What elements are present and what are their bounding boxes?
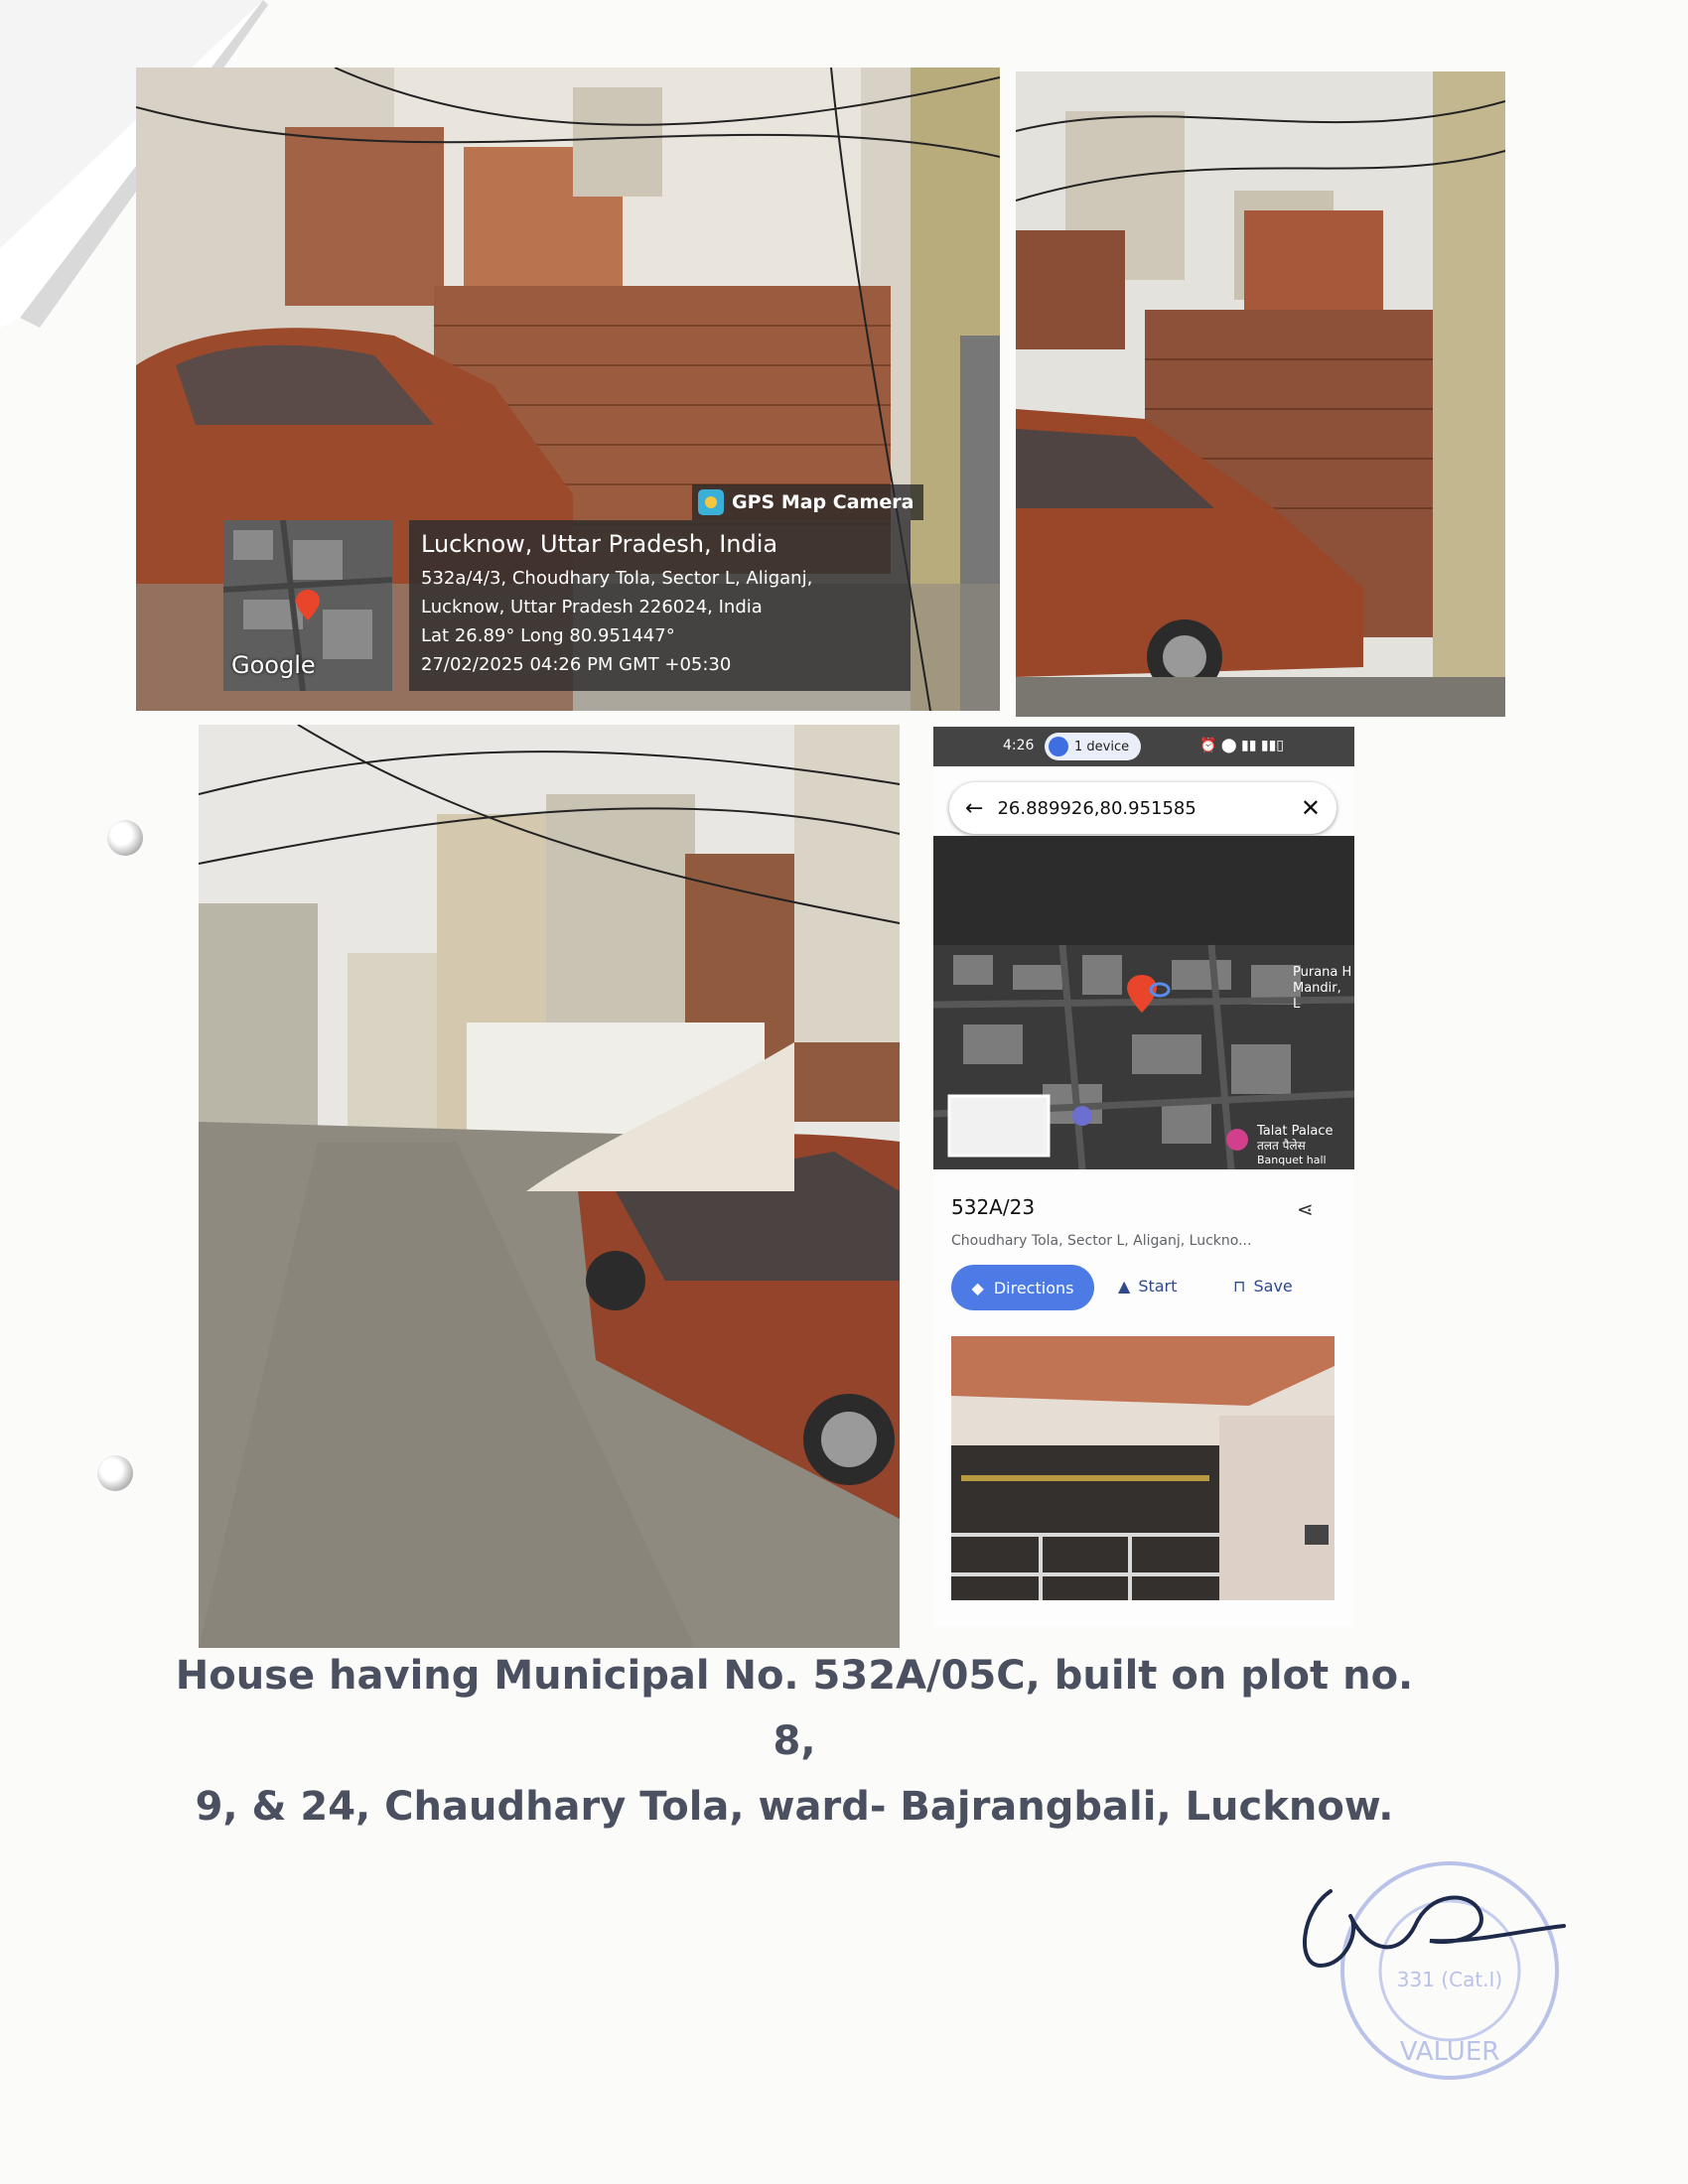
photo-lane-houses [199,725,900,1648]
gps-address-line2: Lucknow, Uttar Pradesh 226024, India [421,597,763,617]
satellite-map[interactable] [933,836,1354,1169]
coordinate-search-bar[interactable] [949,782,1336,834]
caption-line-2: 9, & 24, Chaudhary Tola, ward- Bajrangbali, Lucknow. [195,1784,1394,1830]
device-chip-label: 1 device [1074,739,1130,754]
directions-button[interactable] [951,1265,1094,1310]
stamp-number: 331 (Cat.I) [1396,1968,1503,1991]
place-title: 532A/23 [951,1195,1036,1219]
gps-camera-badge [692,484,923,520]
directions-icon: ◆ [971,1278,984,1297]
map-label-talat: Talat Palace [1257,1124,1334,1139]
gps-address-line1: 532a/4/3, Choudhary Tola, Sector L, Aliganj, [421,568,813,589]
punch-hole-top [107,820,143,856]
gps-camera-icon [698,489,724,515]
save-label: Save [1253,1277,1293,1296]
phone-status-bar [933,727,1354,766]
map-label-banquet: Banquet hall [1257,1154,1327,1166]
caption-line-1: House having Municipal No. 532A/05C, built on plot no. 8, [175,1653,1414,1764]
map-label-purana: Purana H Mandir, L [1293,965,1352,1012]
stamp-text: VALUER [1399,2037,1500,2067]
status-icons: ⏰ ⬤ ▮▮ ▮▮▯ [1199,738,1284,753]
navigation-arrow-icon: ▲ [1118,1277,1131,1296]
status-time: 4:26 [1003,738,1035,753]
place-photo-image [951,1336,1335,1600]
bookmark-icon: ⊓ [1233,1277,1246,1296]
share-icon[interactable]: ⋖ [1297,1199,1314,1221]
photo-car-wall-scene [1016,71,1505,717]
place-photo[interactable] [951,1336,1335,1600]
photo-lane-scene [199,725,900,1648]
person-icon [1049,737,1068,756]
start-label: Start [1138,1277,1178,1296]
save-button[interactable] [1233,1277,1293,1296]
gps-camera-label: GPS Map Camera [732,491,914,513]
search-value: 26.889926,80.951585 [997,797,1196,819]
place-card [933,1169,1354,1626]
directions-label: Directions [993,1278,1074,1297]
satellite-map-image [933,836,1354,1169]
photo-caption [149,1643,1440,1840]
back-arrow-icon[interactable]: ← [965,795,984,821]
close-icon[interactable]: ✕ [1300,794,1321,822]
device-chip[interactable] [1045,733,1141,760]
gps-timestamp: 27/02/2025 04:26 PM GMT +05:30 [421,654,732,675]
gps-info-box [409,520,911,691]
punch-hole-bottom [97,1455,133,1491]
gps-location-title: Lucknow, Uttar Pradesh, India [421,530,778,558]
signature [1291,1871,1579,1980]
place-address: Choudhary Tola, Sector L, Aliganj, Luckno... [951,1233,1252,1249]
gps-mini-map [223,520,392,691]
start-button[interactable] [1118,1277,1177,1296]
photo-car-wall [1016,71,1505,717]
phone-maps-screenshot [933,727,1354,1626]
google-logo: Google [231,651,316,679]
photo-street-gps [136,68,1000,711]
gps-coordinates: Lat 26.89° Long 80.951447° [421,625,675,646]
map-label-talat-hindi: तलत पैलेस [1257,1139,1306,1153]
